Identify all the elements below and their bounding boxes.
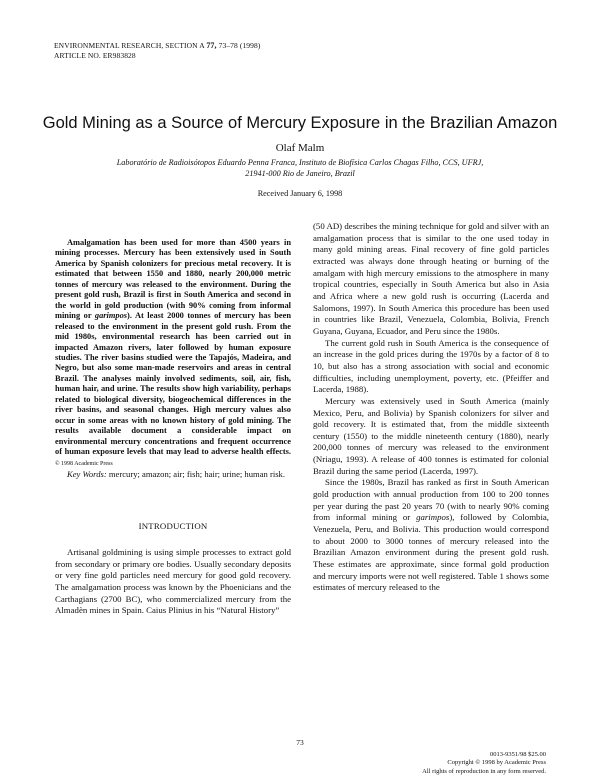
paper-title: Gold Mining as a Source of Mercury Exposure in the Brazilian Amazon <box>42 114 558 132</box>
footer <box>422 751 546 776</box>
keywords-label: Key Words: <box>67 468 107 479</box>
received-date: Received January 6, 1998 <box>257 189 343 198</box>
right-paragraph-3: Mercury was extensively used in South America (mainly Mexico, Peru, and Bolivia) by Spanish colonizers for silver and gold recovery. It is estimated that, from the middle sixteenth century (1550) to the middle nineteenth century (1880), nearly 200,000 tonnes of mercury was released to the environment (Nriagu, 1993). A release of 400 tonnes is estimated for colonial Brazil during the same period (Lacerda, 1997). <box>313 395 549 476</box>
intro-paragraph-1: Artisanal goldmining is using simple processes to extract gold from secondary or primary ore bodies. Usually secondary deposits or very fine gold particles need mercury for good gold recovery. The amalgamation process was known by the Phoenicians and the Carthagians (2700 BC), who commercialized mercury from the Almadèn mines in Spain. Caius Plinius in his “Natural History” <box>55 547 291 616</box>
journal-header <box>54 41 260 61</box>
journal-pages: 73–78 (1998) <box>218 41 261 50</box>
abstract-italic-term: garimpos <box>94 311 128 321</box>
p4-text-a: Since the 1980s, Brazil has ranked as first in South American gold production with annual production from 100 to 200 tonnes per year during the past 20 years 70 (with to nearly 90% coming from informal mining or <box>313 477 549 523</box>
affiliation-line-1: Laboratório de Radioisótopos Eduardo Penna Franca, Instituto de Biofísica Carlos Chagas Filho, CCS, UFRJ, <box>116 158 484 167</box>
abstract-copyright: © 1998 Academic Press <box>55 460 113 467</box>
footer-issn: 0013-9351/98 $25.00 <box>490 751 546 758</box>
affiliation <box>80 157 520 179</box>
abstract-text-b: ). At least 2000 tonnes of mercury has been released to the environment in the present gold rush. From the mid 1980s, environmental research has been carried out in impacted Amazon rivers, later followed by human exposure studies. The river basins studied were the Tapajós, Madeira, and Negro, but also some man-made reservoirs and areas in central Brazil. The analyses mainly involved sediments, soil, air, fish, human hair, and urine. The results show high variability, perhaps related to biological diversity, biogeochemical differences in the river basins, and seasonal changes. High mercury values also occur in some areas with no known history of gold mining. The results available document a considerable impact on environmental mercury concentrations and frequent occurrence of human exposure levels that may lead to adverse health effects. <box>55 311 291 457</box>
keywords-text: mercury; amazon; air; fish; hair; urine; human risk. <box>108 468 285 479</box>
affiliation-line-2: 21941-000 Rio de Janeiro, Brazil <box>245 169 355 178</box>
abstract <box>55 216 291 469</box>
abstract-text-a: Amalgamation has been used for more than 4500 years in mining processes. Mercury has been extensively used in South America by Spanish colonizers for precious metal recovery. It is estimated that between 1550 and 1880, nearly 200,000 metric tonnes of mercury was released to the environment. During the present gold rush, Brazil is first in South America and second in the world in gold production (with 90% coming from informal mining or <box>55 238 291 321</box>
right-paragraph-1: (50 AD) describes the mining technique for gold and silver with an amalgamation process that is similar to the one used today in many gold mining areas. Final recovery of fine gold particles extracted was always done through heating or burning of the amalgam with high mercury emissions to the atmosphere in many tropical countries, especially in South America but also in Asia and Africa where a new gold rush is occurring (Lacerda and Salomons, 1997). In South America this procedure has been used in countries like Brazil, Venezuela, Colombia, Bolivia, French Guyana, Guyana, Ecuador, and Peru since the 1980s. <box>313 221 549 336</box>
right-paragraph-4 <box>313 477 549 594</box>
p4-text-b: ), followed by Colombia, Venezuela, Peru, and Bolivia. This production would correspond to about 2000 to 3000 tonnes of mercury released into the Brazilian Amazon environment during the present gold rush. These estimates are approximate, since formal gold production and mercury imports were not well registered. Table 1 shows some estimates of mercury released to the <box>313 512 549 593</box>
footer-rights: All rights of reproduction in any form reserved. <box>422 767 546 775</box>
author-name: Olaf Malm <box>275 142 325 154</box>
article-number: ARTICLE NO. ER983828 <box>54 51 136 60</box>
journal-volume: 77, <box>206 41 217 50</box>
journal-name: ENVIRONMENTAL RESEARCH, SECTION A <box>54 41 205 50</box>
footer-copyright: Copyright © 1998 by Academic Press <box>447 759 546 767</box>
keywords <box>55 469 291 479</box>
page-number: 73 <box>296 738 304 747</box>
right-paragraph-2: The current gold rush in South America is the consequence of an increase in the gold prices during the 1970s by a factor of 8 to 10, but also has a strong association with social and economic difficulties, including unemployment, poverty, etc. (Pfeiffer and Lacerda, 1988). <box>313 337 549 395</box>
section-heading-introduction: INTRODUCTION <box>138 521 208 532</box>
p4-italic-term: garimpos <box>416 512 450 523</box>
right-column <box>313 221 549 594</box>
left-column <box>55 216 291 617</box>
